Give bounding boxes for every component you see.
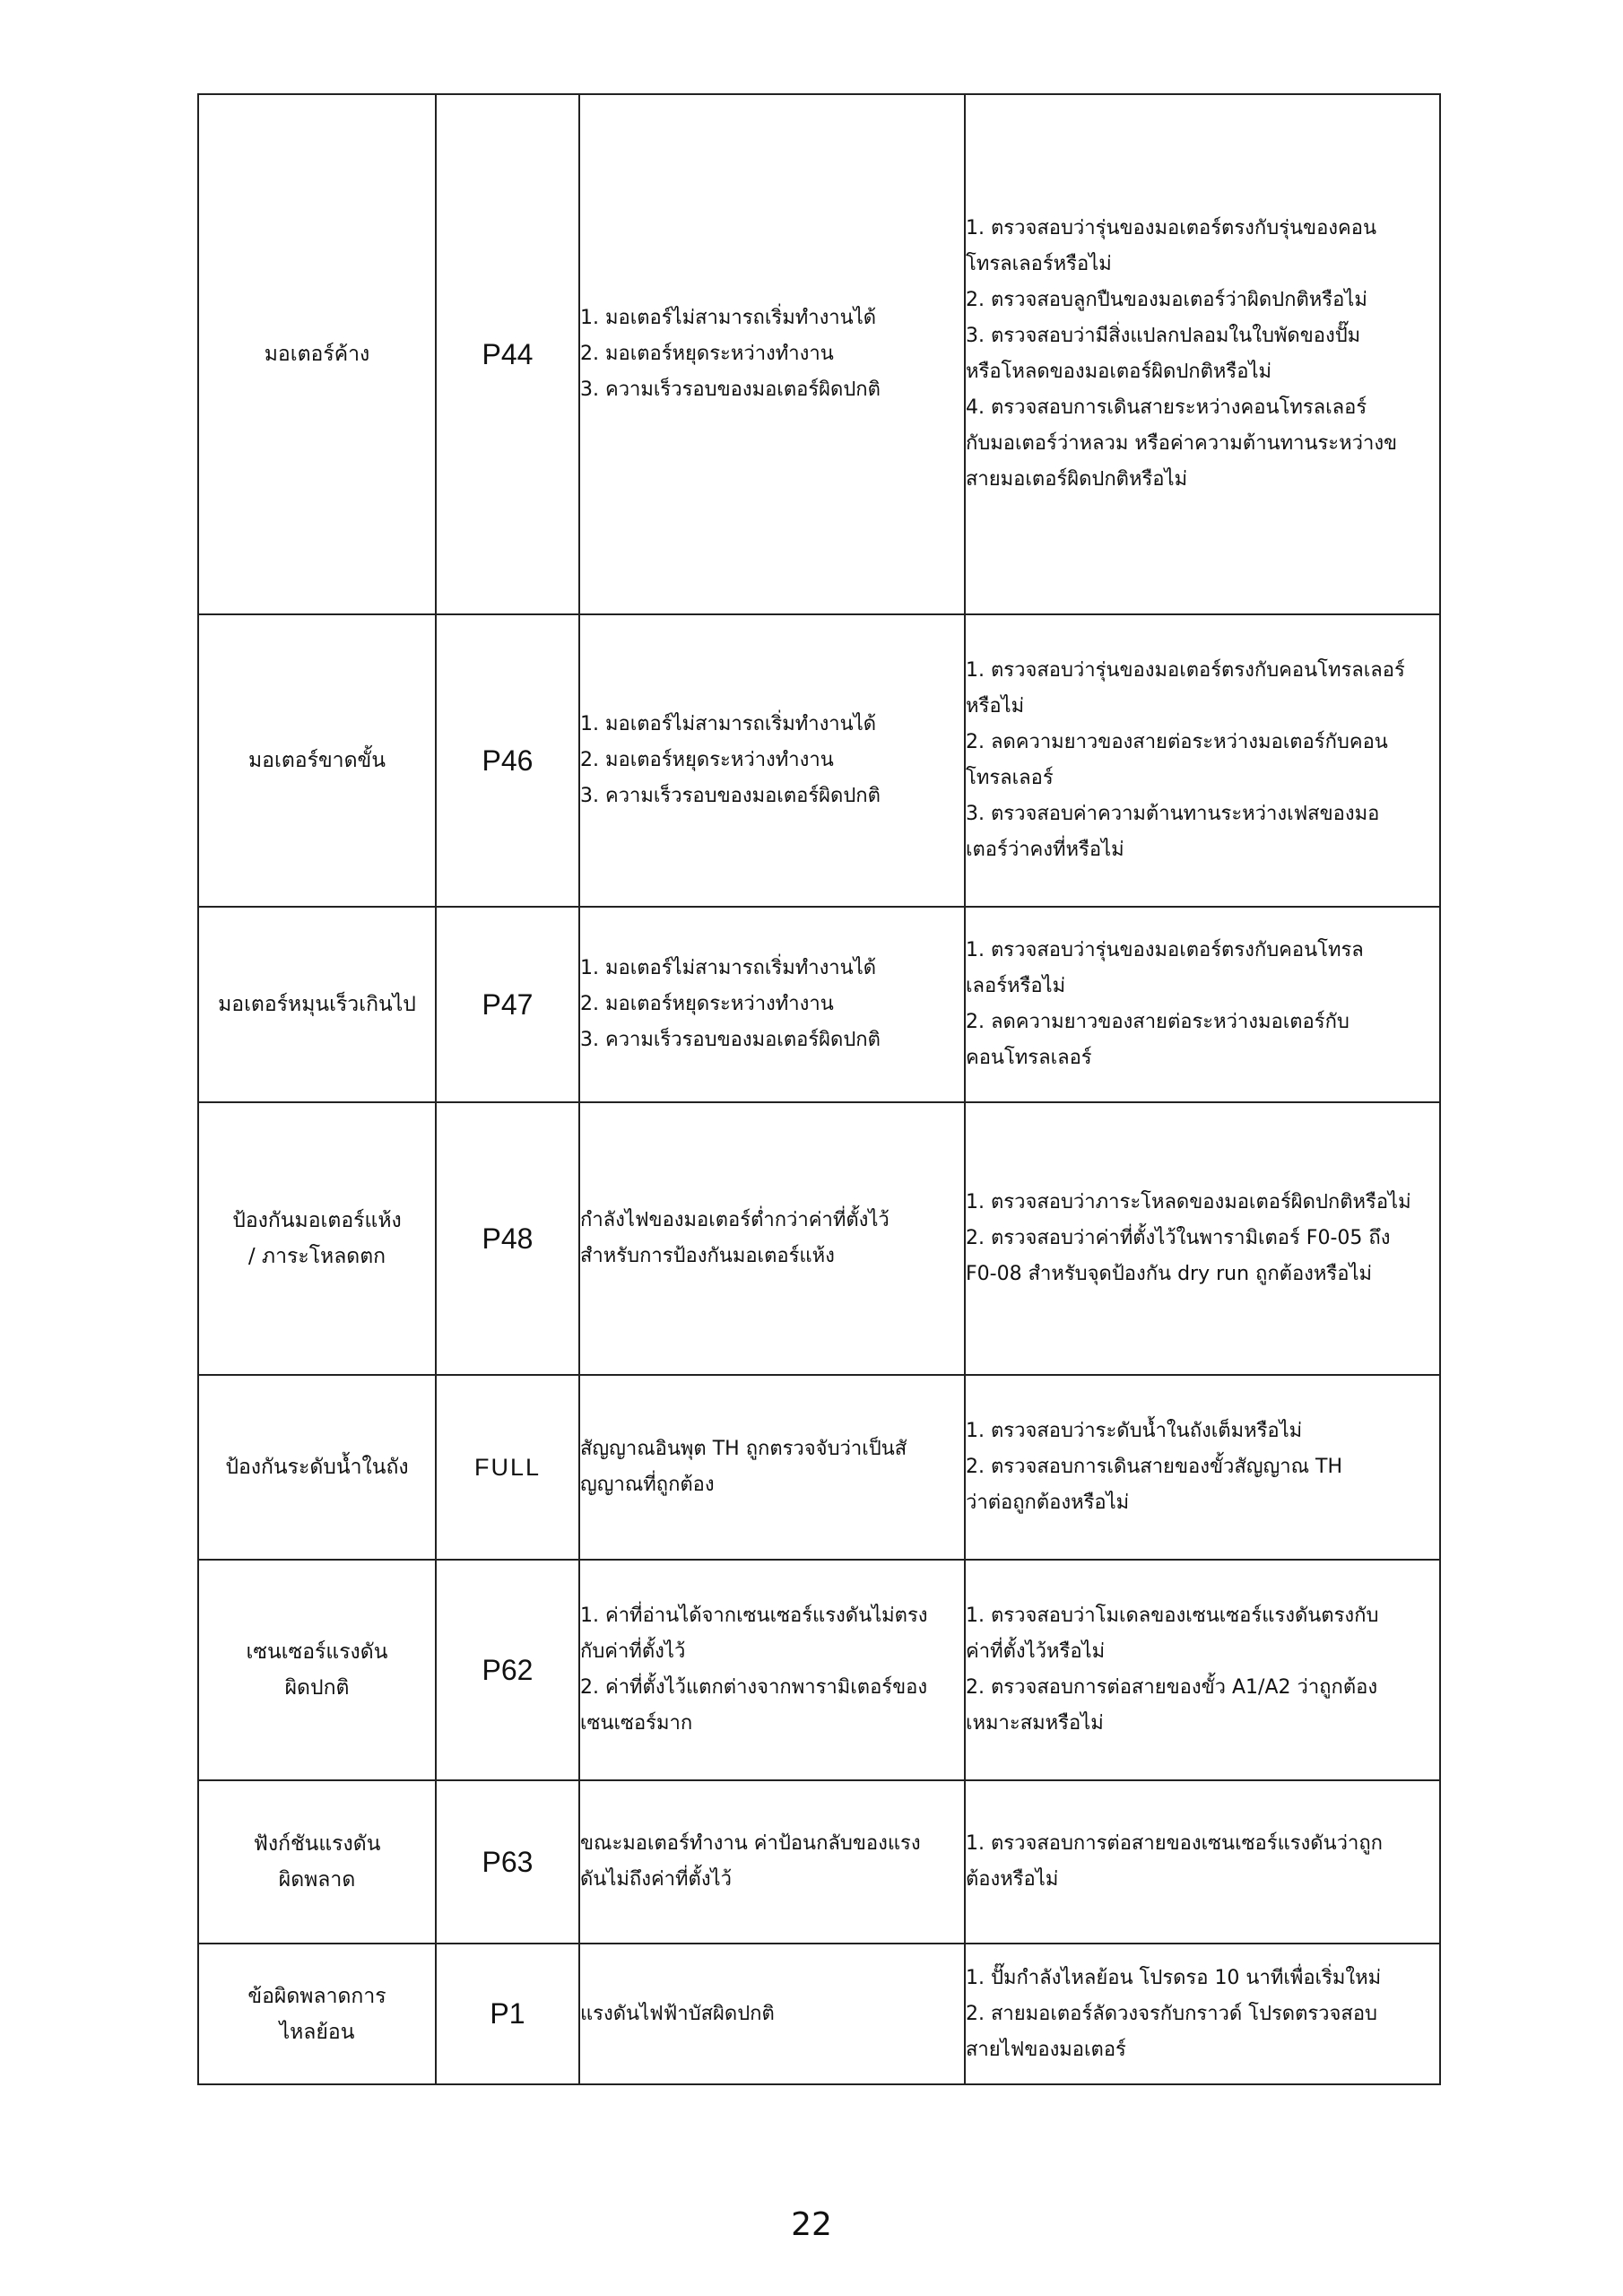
fault-check-line: 2. สายมอเตอร์ลัดวงจรกับกราวด์ โปรดตรวจสอบ — [966, 2002, 1378, 2025]
fault-cause-line: เซนเซอร์มาก — [580, 1712, 693, 1735]
table-row — [198, 1375, 1440, 1560]
fault-cause-cell — [579, 1560, 965, 1780]
fault-check-line: คอนโทรลเลอร์ — [966, 1047, 1092, 1069]
table-row — [198, 614, 1440, 907]
fault-check-line: เหมาะสมหรือไม่ — [966, 1712, 1104, 1735]
fault-check-line: ค่าที่ตั้งไว้หรือไม่ — [966, 1640, 1106, 1663]
fault-check-cell — [965, 1780, 1440, 1944]
fault-check-line: 1. ตรวจสอบว่าโมเดลของเซนเซอร์แรงดันตรงกับ — [966, 1605, 1379, 1627]
fault-check-line: 2. ตรวจสอบลูกปืนของมอเตอร์ว่าผิดปกติหรือไม่ — [966, 289, 1367, 311]
fault-check-line: สายมอเตอร์ผิดปกติหรือไม่ — [966, 468, 1188, 491]
fault-code-cell: P1 — [436, 1944, 579, 2084]
fault-check-line: 1. ตรวจสอบว่ารุ่นของมอเตอร์ตรงกับรุ่นของคอน — [966, 217, 1376, 239]
fault-cause-line: ขณะมอเตอร์ทำงาน ค่าป้อนกลับของแรง — [580, 1832, 921, 1855]
fault-table-body — [198, 94, 1440, 2084]
fault-name-line: ผิดพลาด — [278, 1868, 356, 1892]
fault-check-line: เตอร์ว่าคงที่หรือไม่ — [966, 839, 1124, 861]
fault-check-line: 1. ปั๊มกำลังไหลย้อน โปรดรอ 10 นาทีเพื่อเริ่มใหม่ — [966, 1966, 1382, 1989]
fault-name-line: มอเตอร์หมุนเร็วเกินไป — [218, 993, 416, 1016]
fault-check-line: หรือโหลดของมอเตอร์ผิดปกติหรือไม่ — [966, 361, 1272, 383]
fault-check-line: กับมอเตอร์ว่าหลวม หรือค่าความต้านทานระหว่างข — [966, 432, 1398, 455]
fault-cause-line: 3. ความเร็วรอบของมอเตอร์ผิดปกติ — [580, 785, 881, 807]
fault-check-line: เลอร์หรือไม่ — [966, 975, 1066, 997]
table-row — [198, 907, 1440, 1102]
fault-code-cell: P62 — [436, 1560, 579, 1780]
fault-cause-cell — [579, 1102, 965, 1375]
fault-cause-line: สัญญาณอินพุต TH ถูกตรวจจับว่าเป็นสั — [580, 1438, 907, 1460]
fault-check-line: 2. ตรวจสอบการต่อสายของขั้ว A1/A2 ว่าถูกต้อง — [966, 1676, 1378, 1699]
fault-cause-line: 1. มอเตอร์ไม่สามารถเริ่มทำงานได้ — [580, 957, 877, 979]
table-row — [198, 1560, 1440, 1780]
fault-name-line: ฟังก์ชันแรงดัน — [253, 1832, 381, 1856]
fault-code-cell: P63 — [436, 1780, 579, 1944]
fault-code-cell: P46 — [436, 614, 579, 907]
fault-cause-cell — [579, 94, 965, 614]
fault-check-line: สายไฟของมอเตอร์ — [966, 2038, 1126, 2061]
fault-check-line: 2. ลดความยาวของสายต่อระหว่างมอเตอร์กับคอน — [966, 731, 1388, 753]
fault-name-line: ป้องกันมอเตอร์แห้ง — [232, 1209, 402, 1232]
fault-cause-cell — [579, 907, 965, 1102]
fault-check-line: 3. ตรวจสอบค่าความต้านทานระหว่างเฟสของมอ — [966, 803, 1380, 825]
fault-name-cell — [198, 907, 436, 1102]
fault-code-cell: P48 — [436, 1102, 579, 1375]
fault-check-cell — [965, 1102, 1440, 1375]
fault-check-line: โทรลเลอร์หรือไม่ — [966, 253, 1112, 275]
fault-cause-line: ดันไม่ถึงค่าที่ตั้งไว้ — [580, 1868, 732, 1891]
fault-name-cell — [198, 1560, 436, 1780]
fault-cause-cell — [579, 1944, 965, 2084]
fault-check-line: 1. ตรวจสอบว่ารุ่นของมอเตอร์ตรงกับคอนโทรลเลอร์ — [966, 659, 1405, 682]
table-row — [198, 1944, 1440, 2084]
fault-cause-line: 1. ค่าที่อ่านได้จากเซนเซอร์แรงดันไม่ตรง — [580, 1605, 928, 1627]
fault-code-cell: P44 — [436, 94, 579, 614]
fault-code-table — [197, 93, 1441, 2085]
fault-check-cell — [965, 1560, 1440, 1780]
page-number: 22 — [791, 2206, 832, 2243]
fault-name-cell — [198, 614, 436, 907]
fault-cause-line: แรงดันไฟฟ้าบัสผิดปกติ — [580, 2002, 775, 2025]
fault-name-line: ข้อผิดพลาดการ — [247, 1984, 386, 2008]
fault-check-cell — [965, 94, 1440, 614]
fault-cause-line: 2. มอเตอร์หยุดระหว่างทำงาน — [580, 749, 834, 771]
fault-name-line: มอเตอร์ค้าง — [264, 343, 370, 366]
fault-name-cell — [198, 1780, 436, 1944]
fault-cause-line: 3. ความเร็วรอบของมอเตอร์ผิดปกติ — [580, 378, 881, 401]
fault-check-line: 2. ตรวจสอบว่าค่าที่ตั้งไว้ในพารามิเตอร์ F0-05 ถึง — [966, 1227, 1391, 1249]
fault-cause-line: กำลังไฟของมอเตอร์ต่ำกว่าค่าที่ตั้งไว้ — [580, 1209, 890, 1231]
table-row — [198, 94, 1440, 614]
fault-name-cell — [198, 1375, 436, 1560]
fault-cause-line: 2. มอเตอร์หยุดระหว่างทำงาน — [580, 993, 834, 1015]
fault-check-line: หรือไม่ — [966, 695, 1025, 718]
fault-check-line: 1. ตรวจสอบว่าระดับน้ำในถังเต็มหรือไม่ — [966, 1420, 1303, 1442]
fault-name-line: มอเตอร์ขาดขั้น — [248, 749, 386, 772]
fault-cause-line: 3. ความเร็วรอบของมอเตอร์ผิดปกติ — [580, 1029, 881, 1051]
fault-cause-line: สำหรับการป้องกันมอเตอร์แห้ง — [580, 1245, 835, 1267]
table-row — [198, 1102, 1440, 1375]
fault-check-line: 4. ตรวจสอบการเดินสายระหว่างคอนโทรลเลอร์ — [966, 396, 1367, 419]
fault-check-line: 1. ตรวจสอบการต่อสายของเซนเซอร์แรงดันว่าถูก — [966, 1832, 1383, 1855]
fault-code-cell: P47 — [436, 907, 579, 1102]
fault-name-line: ไหลย้อน — [279, 2020, 355, 2044]
fault-check-line: F0-08 สำหรับจุดป้องกัน dry run ถูกต้องหรือไม่ — [966, 1263, 1373, 1285]
fault-check-line: ว่าต่อถูกต้องหรือไม่ — [966, 1492, 1130, 1514]
fault-check-line: 1. ตรวจสอบว่ารุ่นของมอเตอร์ตรงกับคอนโทรล — [966, 939, 1364, 961]
fault-cause-line: กับค่าที่ตั้งไว้ — [580, 1640, 686, 1663]
fault-check-cell — [965, 1375, 1440, 1560]
fault-check-line: โทรลเลอร์ — [966, 767, 1054, 789]
table-row — [198, 1780, 1440, 1944]
fault-check-line: 2. ตรวจสอบการเดินสายของขั้วสัญญาณ TH — [966, 1456, 1342, 1478]
fault-cause-cell — [579, 614, 965, 907]
fault-cause-line: ญญาณที่ถูกต้อง — [580, 1474, 715, 1496]
fault-check-cell — [965, 1944, 1440, 2084]
fault-check-cell — [965, 614, 1440, 907]
fault-check-line: ต้องหรือไม่ — [966, 1868, 1059, 1891]
fault-check-line: 2. ลดความยาวของสายต่อระหว่างมอเตอร์กับ — [966, 1011, 1350, 1033]
fault-cause-cell — [579, 1780, 965, 1944]
fault-name-line: ป้องกันระดับน้ำในถัง — [225, 1456, 409, 1479]
fault-name-cell — [198, 1102, 436, 1375]
fault-name-line: เซนเซอร์แรงดัน — [246, 1640, 388, 1664]
fault-name-cell — [198, 94, 436, 614]
fault-check-cell — [965, 907, 1440, 1102]
fault-name-line: ผิดปกติ — [284, 1676, 350, 1700]
fault-cause-line: 2. ค่าที่ตั้งไว้แตกต่างจากพารามิเตอร์ของ — [580, 1676, 928, 1699]
fault-cause-cell — [579, 1375, 965, 1560]
fault-name-line: / ภาระโหลดตก — [247, 1245, 386, 1268]
fault-check-line: 3. ตรวจสอบว่ามีสิ่งแปลกปลอมในใบพัดของปั๊ม — [966, 325, 1361, 347]
fault-cause-line: 2. มอเตอร์หยุดระหว่างทำงาน — [580, 343, 834, 365]
fault-cause-line: 1. มอเตอร์ไม่สามารถเริ่มทำงานได้ — [580, 307, 877, 329]
fault-code-cell: FULL — [436, 1375, 579, 1560]
fault-name-cell — [198, 1944, 436, 2084]
fault-check-line: 1. ตรวจสอบว่าภาระโหลดของมอเตอร์ผิดปกติหรือไม่ — [966, 1191, 1411, 1213]
fault-cause-line: 1. มอเตอร์ไม่สามารถเริ่มทำงานได้ — [580, 713, 877, 735]
